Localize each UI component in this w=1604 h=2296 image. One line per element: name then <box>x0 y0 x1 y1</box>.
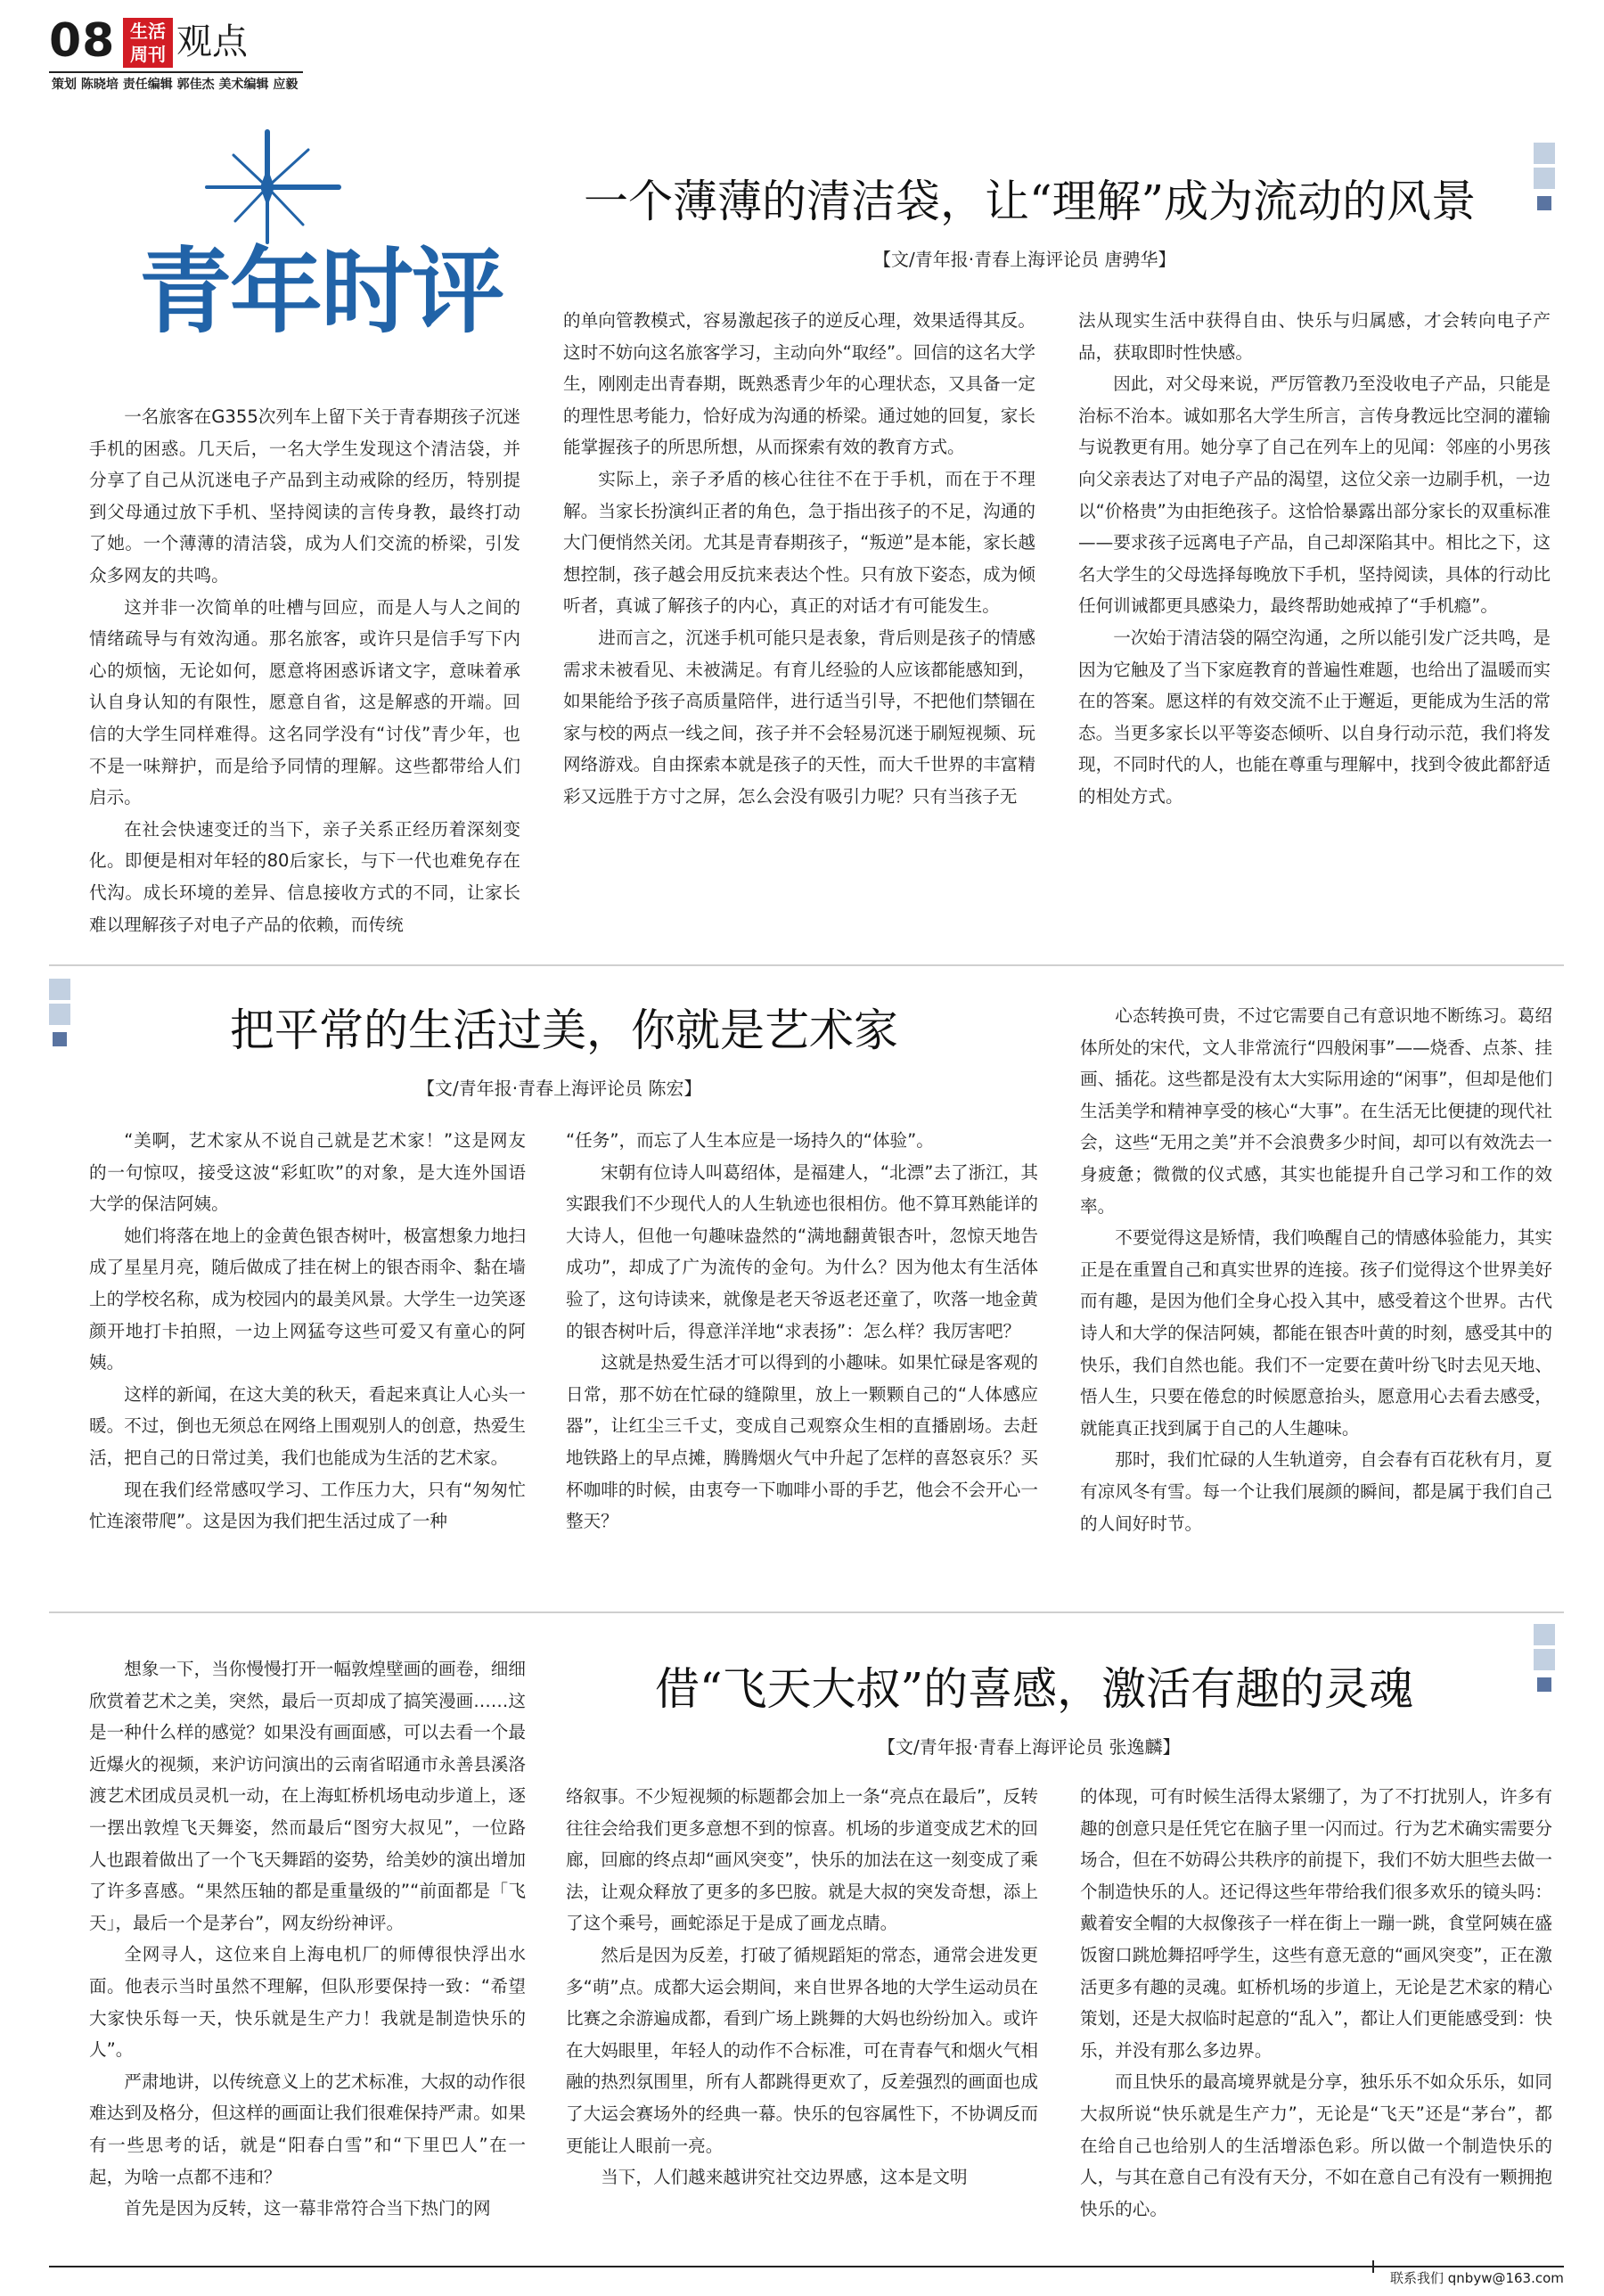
article-1-column-1 <box>89 401 520 935</box>
decor-square <box>49 1004 70 1025</box>
article-2-headline: 把平常的生活过美，你就是艺术家 <box>230 1004 898 1056</box>
paragraph: 在社会快速变迁的当下，亲子关系正经历着深刻变化。即便是相对年轻的80后家长，与下一代也难免存在代沟。成长环境的差异、信息接收方式的不同，让家长难以理解孩子对电子产品的依赖，而传统 <box>89 818 520 935</box>
paragraph: 的体现，可有时候生活得太紧绷了，为了不打扰别人，许多有趣的创意只是任凭它在脑子里一闪而过。行为艺术确实需要分场合，但在不妨碍公共秩序的前提下，我们不妨大胆些去做一个制造快乐的人。还记得这些年带给我们很多欢乐的镜头吗：戴着安全帽的大叔像孩子一样在街上一蹦一跳，食堂阿姨在盛饭窗口跳尬舞招呼学生，这些有意无意的“画风突变”，正在激活更多有趣的灵魂。虹桥机场的步道上，无论是艺术家的精心策划，还是大叔临时起意的“乱入”，都让人们更能感受到：快乐，并没有那么多边界。 <box>1080 1786 1552 2061</box>
paragraph: 她们将落在地上的金黄色银杏树叶，极富想象力地扫成了星星月亮，随后做成了挂在树上的银杏雨伞、黏在墙上的学校名称，成为校园内的最美风景。大学生一边笑逐颜开地打卡拍照，一边上网猛夸这些可爱又有童心的阿姨。 <box>89 1225 526 1374</box>
paragraph: 严肃地讲，以传统意义上的艺术标准，大叔的动作很难达到及格分，但这样的画面让我们很难保持严肃。如果有一些思考的话，就是“阳春白雪”和“下里巴人”在一起，为啥一点都不违和？ <box>89 2070 526 2187</box>
paragraph: 因此，对父母来说，严厉管教乃至没收电子产品，只能是治标不治本。诚如那名大学生所言，言传身教远比空洞的灌输与说教更有用。她分享了自己在列车上的见闻：邻座的小男孩向父亲表达了对电子产品的渴望，这位父亲一边刷手机，一边以“价格贵”为由拒绝孩子。这恰恰暴露出部分家长的双重标准——要求孩子远离电子产品，自己却深陷其中。相比之下，这名大学生的父母选择每晚放下手机，坚持阅读，具体的行动比任何训诫都更具感染力，最终帮助她戒掉了“手机瘾”。 <box>1078 373 1551 617</box>
decor-square <box>1534 168 1555 189</box>
paragraph: 实际上，亲子矛盾的核心往往不在于手机，而在于不理解。当家长扮演纠正者的角色，急于指出孩子的不足，沟通的大门便悄然关闭。尤其是青春期孩子，“叛逆”是本能，家长越想控制，孩子越会用反抗来表达个性。只有放下姿态，成为倾听者，真诚了解孩子的内心，真正的对话才有可能发生。 <box>563 468 1035 617</box>
article-1-byline: 【文/青年报·青春上海评论员 唐骋华】 <box>873 249 1176 270</box>
decor-square <box>1534 1624 1555 1645</box>
paragraph: 现在我们经常感叹学习、工作压力大，只有“匆匆忙忙连滚带爬”。这是因为我们把生活过成了一种 <box>89 1479 526 1532</box>
paragraph: 当下，人们越来越讲究社交边界感，这本是文明 <box>601 2167 968 2188</box>
paragraph: 这并非一次简单的吐槽与回应，而是人与人之间的情绪疏导与有效沟通。那名旅客，或许只是信手写下内心的烦恼，无论如何，愿意将困惑诉诸文字，意味着承认自身认知的有限性，愿意自省，这是解惑的开端。回信的大学生同样难得。这名同学没有“讨伐”青少年，也不是一味辩护，而是给予同情的理解。这些都带给人们启示。 <box>89 596 520 808</box>
staff-credits: 策划 陈晓培 责任编辑 郭佳杰 美术编辑 应毅 <box>52 78 299 92</box>
paragraph: 不要觉得这是矫情，我们唤醒自己的情感体验能力，其实正是在重置自己和真实世界的连接。孩子们觉得这个世界美好而有趣，是因为他们全身心投入其中，感受着这个世界。古代诗人和大学的保洁阿姨，都能在银杏叶黄的时刻，感受其中的快乐，我们自然也能。我们不一定要在黄叶纷飞时去见天地、悟人生，只要在倦怠的时候愿意抬头，愿意用心去看去感受，就能真正找到属于自己的人生趣味。 <box>1080 1227 1552 1439</box>
article-1-headline: 一个薄薄的清洁袋，让“理解”成为流动的风景 <box>584 176 1477 227</box>
paragraph: 法从现实生活中获得自由、快乐与归属感，才会转向电子产品，获取即时性快感。 <box>1078 310 1551 363</box>
masthead-divider <box>49 71 303 73</box>
article-3-column-2 <box>566 1781 1038 2259</box>
paragraph: 的单向管教模式，容易激起孩子的逆反心理，效果适得其反。这时不妨向这名旅客学习，主动向外“取经”。回信的这名大学生，刚刚走出青春期，既熟悉青少年的心理状态，又具备一定的理性思考能力，恰好成为沟通的桥梁。通过她的回复，家长能掌握孩子的所思所想，从而探索有效的教育方式。 <box>563 310 1035 458</box>
article-2-column-2 <box>566 1125 1038 1579</box>
article-3-column-1 <box>89 1653 526 2259</box>
footer-contact: 联系我们 qnbyw@163.com <box>1390 2270 1564 2286</box>
paragraph: 这就是热爱生活才可以得到的小趣味。如果忙碌是客观的日常，那不妨在忙碌的缝隙里，放上一颗颗自己的“人体感应器”，让红尘三千丈，变成自己观察众生相的直播剧场。去赶地铁路上的早点摊，腾腾烟火气中升起了怎样的喜怒哀乐？买杯咖啡的时候，由衷夸一下咖啡小哥的手艺，他会不会开心一整天？ <box>566 1352 1038 1532</box>
paragraph: 这样的新闻，在这大美的秋天，看起来真让人心头一暖。不过，倒也无须总在网络上围观别人的创意，热爱生活，把自己的日常过美，我们也能成为生活的艺术家。 <box>89 1383 526 1468</box>
paragraph: 想象一下，当你慢慢打开一幅敦煌壁画的画卷，细细欣赏着艺术之美，突然，最后一页却成了搞笑漫画……这是一种什么样的感觉？如果没有画面感，可以去看一个最近爆火的视频，来沪访问演出的云南省昭通市永善县溪洛渡艺术团成员灵机一动，在上海虹桥机场电动步道上，逐一摆出敦煌飞天舞姿，然而最后“图穷大叔见”，一位路人也跟着做出了一个飞天舞蹈的姿势，给美妙的演出增加了许多喜感。“果然压轴的都是重量级的”“前面都是「飞天」，最后一个是茅台”，网友纷纷神评。 <box>89 1659 526 1933</box>
article-3-column-3 <box>1080 1781 1552 2259</box>
decor-square <box>1537 196 1551 210</box>
paragraph: 全网寻人，这位来自上海电机厂的师傅很快浮出水面。他表示当时虽然不理解，但队形要保持一致：“希望大家快乐每一天，快乐就是生产力！我就是制造快乐的人”。 <box>89 1944 526 2061</box>
section-title: 观点 <box>176 21 248 62</box>
section-divider <box>49 1611 1564 1613</box>
paragraph: 首先是因为反转，这一幕非常符合当下热门的网 <box>124 2198 491 2219</box>
decor-square <box>1537 1677 1551 1692</box>
paragraph: “美啊，艺术家从不说自己就是艺术家！”这是网友的一句惊叹，接受这波“彩虹吹”的对象，是大连外国语大学的保洁阿姨。 <box>89 1130 526 1215</box>
article-3-headline: 借“飞天大叔”的喜感，激活有趣的灵魂 <box>655 1663 1414 1715</box>
article-3-byline: 【文/青年报·青春上海评论员 张逸麟】 <box>878 1736 1181 1758</box>
section-divider <box>49 964 1564 966</box>
article-2-column-1 <box>89 1125 526 1579</box>
decor-square <box>49 979 70 1000</box>
paragraph: 心态转换可贵，不过它需要自己有意识地不断练习。葛绍体所处的宋代，文人非常流行“四般闲事”——烧香、点茶、挂画、插花。这些都是没有太大实际用途的“闲事”，但却是他们生活美学和精神享受的核心“大事”。在生活无比便捷的现代社会，这些“无用之美”并不会浪费多少时间，却可以有效洗去一身疲惫；微微的仪式感，其实也能提升自己学习和工作的效率。 <box>1080 1005 1552 1217</box>
paragraph: 进而言之，沉迷手机可能只是表象，背后则是孩子的情感需求未被看见、未被满足。有育儿经验的人应该都能感知到，如果能给予孩子高质量陪伴，进行适当引导，不把他们禁锢在家与校的两点一线之间，孩子并不会轻易沉迷于刷短视频、玩网络游戏。自由探索本就是孩子的天性，而大千世界的丰富精彩又远胜于方寸之屏，怎么会没有吸引力呢？只有当孩子无 <box>563 627 1035 807</box>
page-number: 08 <box>49 14 116 68</box>
paragraph: 而且快乐的最高境界就是分享，独乐乐不如众乐乐，如同大叔所说“快乐就是生产力”，无论是“飞天”还是“茅台”，都在给自己也给别人的生活增添色彩。所以做一个制造快乐的人，与其在意自己有没有天分，不如在意自己有没有一颗拥抱快乐的心。 <box>1080 2071 1552 2219</box>
decor-square <box>1534 143 1555 164</box>
article-2-column-3 <box>1080 1000 1552 1579</box>
paragraph: 一名旅客在G355次列车上留下关于青春期孩子沉迷手机的困惑。几天后，一名大学生发现这个清洁袋，并分享了自己从沉迷电子产品到主动戒除的经历，特别提到父母通过放下手机、坚持阅读的言传身教，最终打动了她。一个薄薄的清洁袋，成为人们交流的桥梁，引发众多网友的共鸣。 <box>89 406 520 586</box>
paragraph: “任务”，而忘了人生本应是一场持久的“体验”。 <box>566 1130 934 1151</box>
column-logo-text: 青年时评 <box>138 236 503 346</box>
paragraph: 络叙事。不少短视频的标题都会加上一条“亮点在最后”，反转往往会给我们更多意想不到的惊喜。机场的步道变成艺术的回廊，回廊的终点却“画风突变”，快乐的加法在这一刻变成了乘法，让观众释放了更多的多巴胺。就是大叔的突发奇想，添上了这个乘号，画蛇添足于是成了画龙点睛。 <box>566 1786 1038 1934</box>
article-2-byline: 【文/青年报·青春上海评论员 陈宏】 <box>417 1078 702 1099</box>
paragraph: 那时，我们忙碌的人生轨道旁，自会春有百花秋有月，夏有凉风冬有雪。每一个让我们展颜的瞬间，都是属于我们自己的人间好时节。 <box>1080 1449 1552 1534</box>
footer-divider <box>49 2266 1564 2267</box>
paragraph: 然后是因为反差，打破了循规蹈矩的常态，通常会进发更多“萌”点。成都大运会期间，来自世界各地的大学生运动员在比赛之余游遍成都，看到广场上跳舞的大妈也纷纷加入。或许在大妈眼里，年轻人的动作不合标准，可在青春气和烟火气相融的热烈氛围里，所有人都跳得更欢了，反差强烈的画面也成了大运会赛场外的经典一幕。快乐的包容属性下，不协调反而更能让人眼前一亮。 <box>566 1944 1038 2156</box>
decor-square <box>53 1032 67 1046</box>
footer-tick <box>1372 2260 1374 2273</box>
article-1-column-3 <box>1078 305 1551 914</box>
decor-square <box>1534 1649 1555 1670</box>
paragraph: 宋朝有位诗人叫葛绍体，是福建人，“北漂”去了浙江，其实跟我们不少现代人的人生轨迹也很相仿。他不算耳熟能详的大诗人，但他一句趣味盎然的“满地翻黄银杏叶，忽惊天地告成功”，却成了广为流传的金句。为什么？因为他太有生活体验了，这句诗读来，就像是老天爷返老还童了，吹落一地金黄的银杏树叶后，得意洋洋地“求表扬”：怎么样？我厉害吧？ <box>566 1161 1038 1341</box>
article-1-column-2 <box>563 305 1035 914</box>
brand-logo: 生活周刊 <box>123 18 173 68</box>
paragraph: 一次始于清洁袋的隔空沟通，之所以能引发广泛共鸣，是因为它触及了当下家庭教育的普遍性难题，也给出了温暖而实在的答案。愿这样的有效交流不止于邂逅，更能成为生活的常态。当更多家长以平等姿态倾听、以自身行动示范，我们将发现，不同时代的人，也能在尊重与理解中，找到令彼此都舒适的相处方式。 <box>1078 627 1551 807</box>
